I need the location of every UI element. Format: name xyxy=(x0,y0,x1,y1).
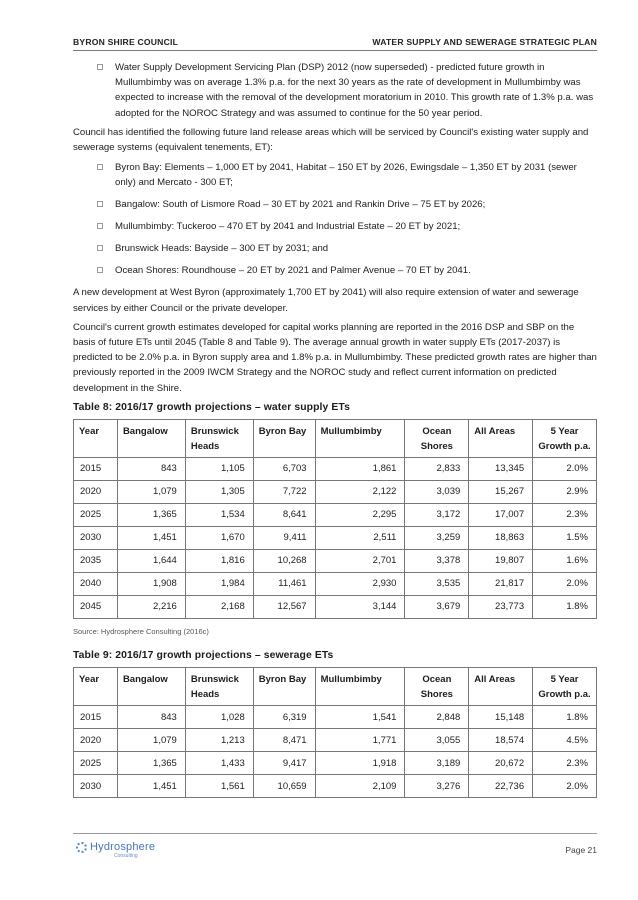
table-cell: 2045 xyxy=(74,596,118,619)
table-cell: 2035 xyxy=(74,550,118,573)
intro-bullet-text: Water Supply Development Servicing Plan (DSP) 2012 (now superseded) - predicted future growth in Mullumbimby was on average 1.3% p.a. for the next 30 years as the rate of development in Mullumbimby was expected to increase with the removal of the development moratorium in 2010. This growth rate of 1.3% p.a. was adopted for the NOROC Strategy and was assumed to continue for the 50 year period. xyxy=(115,62,594,119)
column-header: Mullumbimby xyxy=(315,420,405,458)
table-cell: 4.5% xyxy=(533,729,597,752)
column-header: Year xyxy=(74,668,118,706)
list-item-text: Byron Bay: Elements – 1,000 ET by 2041, Habitat – 150 ET by 2026, Ewingsdale – 1,350 ET by 2031 (sewer only) and Mercato - 300 ET; xyxy=(115,162,577,189)
bullet-box-icon xyxy=(97,64,103,70)
table-cell: 3,172 xyxy=(405,504,469,527)
table-row xyxy=(74,775,597,798)
page-number: Page 21 xyxy=(565,845,597,855)
table-cell: 1,305 xyxy=(185,481,253,504)
paragraph-growth-estimates: Council's current growth estimates developed for capital works planning are reported in the 2016 DSP and SBP on the basis of future ETs until 2045 (Table 8 and Table 9). The average annual growth in water supply ETs (2017-2037) is predicted to be 2.0% p.a. in Byron supply area and 1.8% p.a. in Mullumbimby. These predicted growth rates are higher than previously reported in the 2009 IWCM Strategy and the NOROC study and reflect current information on predicted development in the Shire. xyxy=(73,321,597,394)
table-cell: 17,007 xyxy=(469,504,533,527)
table-row xyxy=(74,481,597,504)
table-cell: 2,216 xyxy=(117,596,185,619)
table-cell: 2,295 xyxy=(315,504,405,527)
table-cell: 3,679 xyxy=(405,596,469,619)
table-cell: 10,268 xyxy=(253,550,315,573)
column-header: 5 Year Growth p.a. xyxy=(533,420,597,458)
bullet-box-icon xyxy=(97,164,103,170)
table-cell: 1,079 xyxy=(117,729,185,752)
table-cell: 843 xyxy=(117,458,185,481)
table-cell: 20,672 xyxy=(469,752,533,775)
table-cell: 3,039 xyxy=(405,481,469,504)
table-cell: 843 xyxy=(117,706,185,729)
table-cell: 21,817 xyxy=(469,573,533,596)
table-cell: 1,670 xyxy=(185,527,253,550)
table-cell: 1,079 xyxy=(117,481,185,504)
table-cell: 2020 xyxy=(74,729,118,752)
table-sewerage-ets xyxy=(73,667,597,798)
column-header: Ocean Shores xyxy=(405,420,469,458)
table-cell: 2,109 xyxy=(315,775,405,798)
column-header: All Areas xyxy=(469,668,533,706)
table-cell: 1.6% xyxy=(533,550,597,573)
table-cell: 3,189 xyxy=(405,752,469,775)
table-cell: 2025 xyxy=(74,752,118,775)
table-cell: 11,461 xyxy=(253,573,315,596)
table-cell: 1,451 xyxy=(117,775,185,798)
list-item xyxy=(73,197,597,212)
release-areas-list xyxy=(73,160,597,278)
table-cell: 7,722 xyxy=(253,481,315,504)
column-header: Brunswick Heads xyxy=(185,668,253,706)
list-item xyxy=(73,241,597,256)
table-cell: 18,574 xyxy=(469,729,533,752)
bullet-box-icon xyxy=(97,245,103,251)
table-cell: 3,378 xyxy=(405,550,469,573)
table-cell: 1,451 xyxy=(117,527,185,550)
table-row xyxy=(74,573,597,596)
table-row xyxy=(74,729,597,752)
list-item xyxy=(73,60,597,121)
list-item xyxy=(73,219,597,234)
table-cell: 2025 xyxy=(74,504,118,527)
column-header: Byron Bay xyxy=(253,420,315,458)
table-cell: 1,644 xyxy=(117,550,185,573)
table-cell: 22,736 xyxy=(469,775,533,798)
header-doc-title: WATER SUPPLY AND SEWERAGE STRATEGIC PLAN xyxy=(372,37,597,47)
table-row xyxy=(74,458,597,481)
table-cell: 2,930 xyxy=(315,573,405,596)
table-cell: 1,541 xyxy=(315,706,405,729)
table-cell: 1,105 xyxy=(185,458,253,481)
table-cell: 2030 xyxy=(74,775,118,798)
column-header: Bangalow xyxy=(117,668,185,706)
table-cell: 1,028 xyxy=(185,706,253,729)
bullet-box-icon xyxy=(97,223,103,229)
table8-source: Source: Hydrosphere Consulting (2016c) xyxy=(73,627,209,637)
hydrosphere-logo xyxy=(76,840,166,862)
table-cell: 1,918 xyxy=(315,752,405,775)
table-cell: 19,807 xyxy=(469,550,533,573)
table9-caption: Table 9: 2016/17 growth projections – sewerage ETs xyxy=(73,650,334,662)
table-cell: 2.3% xyxy=(533,752,597,775)
column-header: All Areas xyxy=(469,420,533,458)
table-cell: 18,863 xyxy=(469,527,533,550)
bullet-box-icon xyxy=(97,201,103,207)
column-header: 5 Year Growth p.a. xyxy=(533,668,597,706)
table-cell: 2,168 xyxy=(185,596,253,619)
table-cell: 1,365 xyxy=(117,752,185,775)
table-cell: 6,319 xyxy=(253,706,315,729)
column-header: Year xyxy=(74,420,118,458)
logo-subtitle: Consulting xyxy=(114,853,138,859)
table-cell: 1,213 xyxy=(185,729,253,752)
table-cell: 2030 xyxy=(74,527,118,550)
table-cell: 1,433 xyxy=(185,752,253,775)
table-cell: 2.0% xyxy=(533,458,597,481)
logo-ring-icon xyxy=(76,842,87,853)
paragraph-land-release: Council has identified the following future land release areas which will be serviced by Council's existing water supply and sewerage systems (equivalent tenements, ET): xyxy=(73,126,589,154)
list-item-text: Bangalow: South of Lismore Road – 30 ET by 2021 and Rankin Drive – 75 ET by 2026; xyxy=(115,199,486,211)
list-item xyxy=(73,263,597,278)
table-header-row xyxy=(74,420,597,458)
table-cell: 1,816 xyxy=(185,550,253,573)
paragraph-west-byron: A new development at West Byron (approximately 1,700 ET by 2041) will also require extension of water and sewerage services by either Council or the private developer. xyxy=(73,287,579,314)
column-header: Ocean Shores xyxy=(405,668,469,706)
table-water-supply-ets xyxy=(73,419,597,619)
table-row xyxy=(74,596,597,619)
table-cell: 3,055 xyxy=(405,729,469,752)
table-cell: 10,659 xyxy=(253,775,315,798)
table-cell: 8,471 xyxy=(253,729,315,752)
table-row xyxy=(74,504,597,527)
column-header: Byron Bay xyxy=(253,668,315,706)
table-cell: 9,411 xyxy=(253,527,315,550)
column-header: Bangalow xyxy=(117,420,185,458)
table-header-row xyxy=(74,668,597,706)
table-cell: 1,534 xyxy=(185,504,253,527)
table-cell: 1,984 xyxy=(185,573,253,596)
list-item-text: Ocean Shores: Roundhouse – 20 ET by 2021 and Palmer Avenue – 70 ET by 2041. xyxy=(115,265,471,277)
table-cell: 1,561 xyxy=(185,775,253,798)
table-cell: 13,345 xyxy=(469,458,533,481)
table-cell: 3,276 xyxy=(405,775,469,798)
table8-caption: Table 8: 2016/17 growth projections – water supply ETs xyxy=(73,401,350,413)
table-cell: 2.3% xyxy=(533,504,597,527)
table-cell: 23,773 xyxy=(469,596,533,619)
list-item-text: Mullumbimby: Tuckeroo – 470 ET by 2041 and Industrial Estate – 20 ET by 2021; xyxy=(115,221,461,233)
table-cell: 1.5% xyxy=(533,527,597,550)
table-cell: 3,144 xyxy=(315,596,405,619)
table-cell: 1,365 xyxy=(117,504,185,527)
table-cell: 2,848 xyxy=(405,706,469,729)
table-cell: 8,641 xyxy=(253,504,315,527)
table-cell: 9,417 xyxy=(253,752,315,775)
table-cell: 1,771 xyxy=(315,729,405,752)
table-cell: 2,833 xyxy=(405,458,469,481)
table-cell: 3,535 xyxy=(405,573,469,596)
list-item xyxy=(73,160,597,190)
table-cell: 2015 xyxy=(74,458,118,481)
table-cell: 15,267 xyxy=(469,481,533,504)
list-item-text: Brunswick Heads: Bayside – 300 ET by 2031; and xyxy=(115,243,329,255)
table-cell: 3,259 xyxy=(405,527,469,550)
header-org: BYRON SHIRE COUNCIL xyxy=(73,37,179,47)
table-cell: 6,703 xyxy=(253,458,315,481)
table-cell: 2.9% xyxy=(533,481,597,504)
table-cell: 2040 xyxy=(74,573,118,596)
table-cell: 2,122 xyxy=(315,481,405,504)
page-header xyxy=(73,34,597,51)
table-cell: 1,861 xyxy=(315,458,405,481)
table-cell: 1.8% xyxy=(533,596,597,619)
footer-divider xyxy=(73,833,597,834)
table-row xyxy=(74,706,597,729)
table-cell: 2.0% xyxy=(533,573,597,596)
column-header: Brunswick Heads xyxy=(185,420,253,458)
column-header: Mullumbimby xyxy=(315,668,405,706)
logo-name: Hydrosphere xyxy=(90,841,156,853)
table-cell: 2020 xyxy=(74,481,118,504)
table-cell: 15,148 xyxy=(469,706,533,729)
table-cell: 12,567 xyxy=(253,596,315,619)
table-cell: 2.0% xyxy=(533,775,597,798)
table-row xyxy=(74,752,597,775)
table-row xyxy=(74,527,597,550)
table-cell: 1,908 xyxy=(117,573,185,596)
table-cell: 2,511 xyxy=(315,527,405,550)
table-cell: 1.8% xyxy=(533,706,597,729)
table-cell: 2,701 xyxy=(315,550,405,573)
table-cell: 2015 xyxy=(74,706,118,729)
bullet-box-icon xyxy=(97,267,103,273)
page-content xyxy=(73,60,597,798)
table-row xyxy=(74,550,597,573)
